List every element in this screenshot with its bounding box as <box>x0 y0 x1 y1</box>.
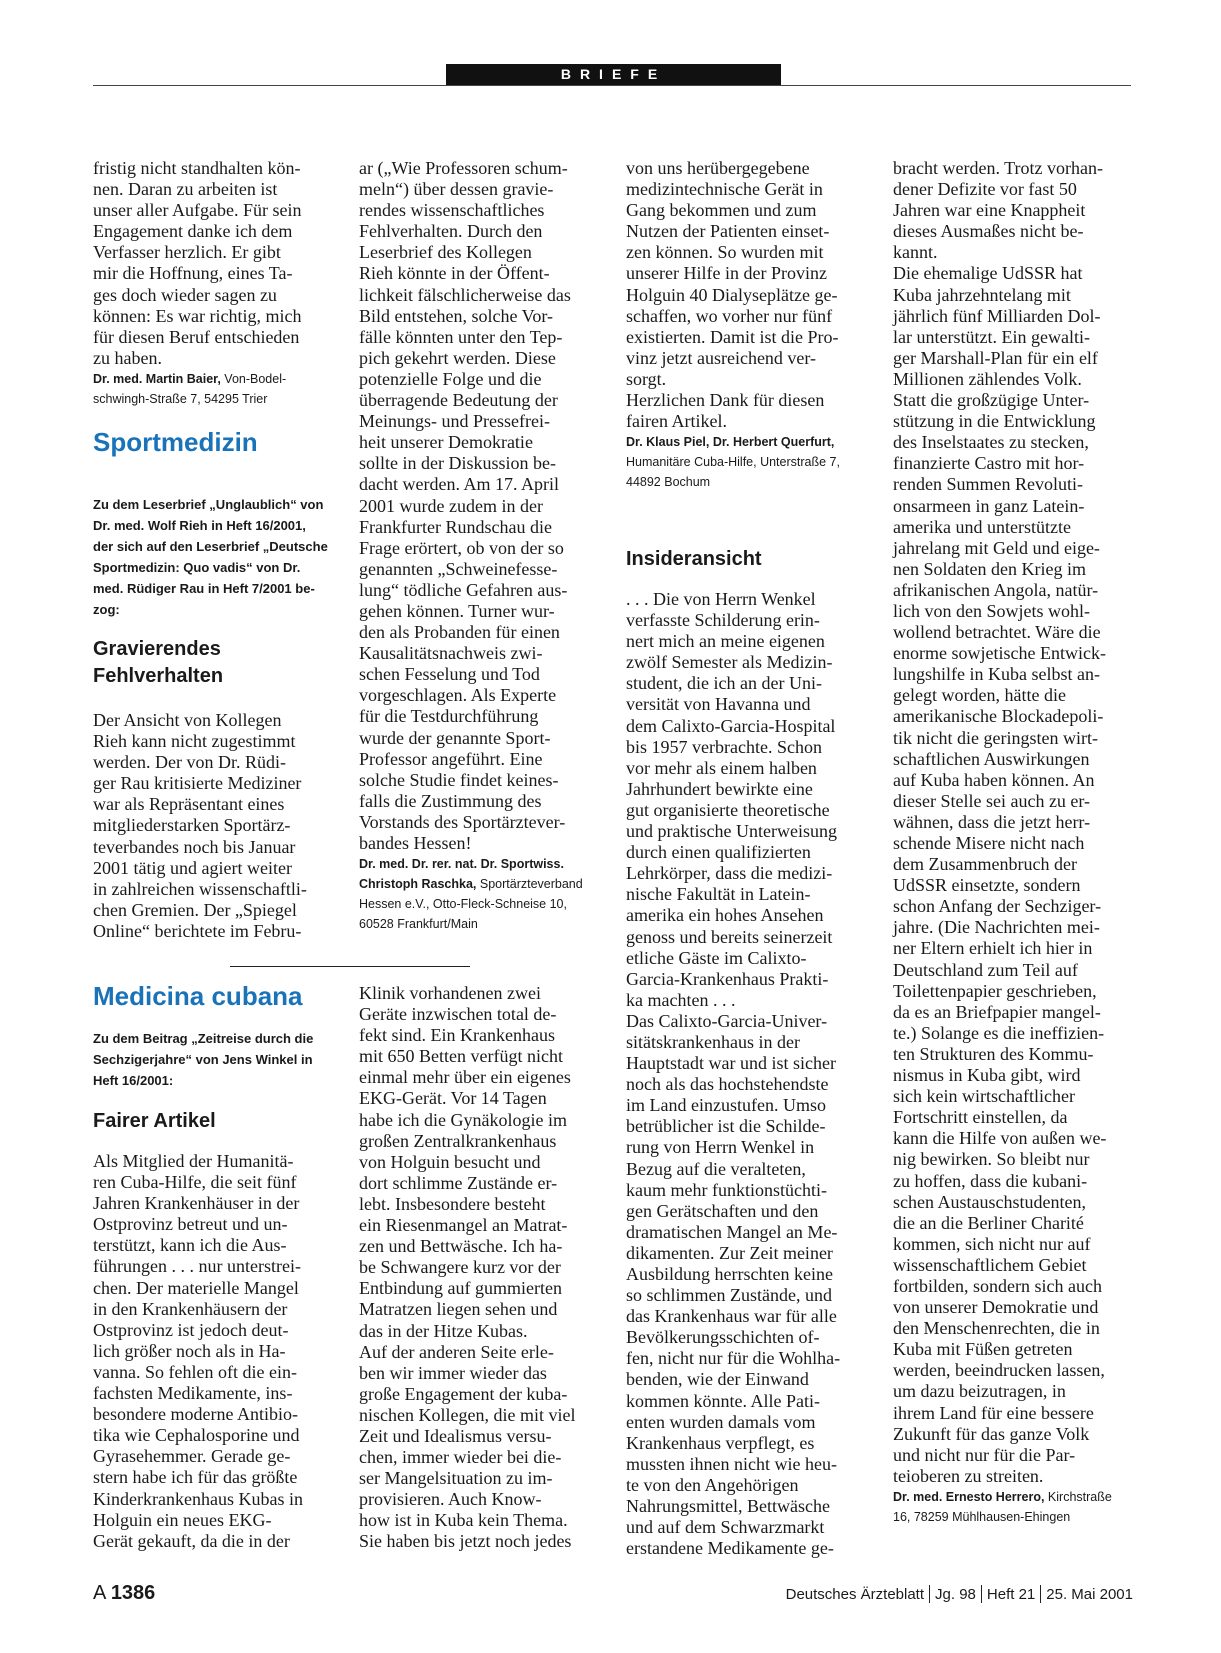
footer-separator <box>981 1585 982 1603</box>
page-number: 1386 <box>110 1582 156 1604</box>
letter-body: ar („Wie Professoren schum- meln“) über dessen gravie- rendes wissenschaftliches Fehlverhalten. Durch den Leserbrief des Kollegen Rieh könnte in der Öffent- lichkeit fälschlicherweise das Bild entstehen, solche Vor- fälle könnten unter den Tep- pich gekehrt werden. Diese potenzielle Folge und die überragende Bedeutung der Meinungs- und Pressefrei- heit unserer Demokratie sollte in der Diskussion be- dacht werden. Am 17. April 2001 wurde zudem in der Frankfurter Rundschau die Frage erörtert, ob von der so genannten „Schweinefesse- lung“ tödliche Gefahren aus- gehen können. Turner wur- den als Probanden für einen Kausalitätsnachweis zwi- schen Fesselung und Tod vorgeschlagen. Als Experte für die Testdurchführung wurde der genannte Sport- Professor angeführt. Eine solche Studie findet keines- falls die Zustimmung des Vorstands des Sportärztever- bandes Hessen! <box>359 158 571 853</box>
footer-info <box>786 1585 1133 1603</box>
insideransicht-body-col4 <box>893 158 1133 1527</box>
footer-separator <box>929 1585 930 1603</box>
insideransicht-subhead-block <box>626 546 866 572</box>
rubric-title: Sportmedizin <box>93 427 258 457</box>
signature-name: Dr. med. Martin Baier, <box>93 371 221 386</box>
signature-name: Dr. med. Dr. rer. nat. Dr. Sportwiss. <box>359 857 564 872</box>
signature-address-line: Hessen e.V., Otto-Fleck-Schneise 10, <box>359 897 567 912</box>
journal-issue: Heft 21 <box>986 1586 1036 1603</box>
folio-prefix: A <box>93 1582 106 1604</box>
section-divider <box>230 966 470 967</box>
signature-address-line: schwingh-Straße 7, 54295 Trier <box>93 391 268 406</box>
signature-address: Kirchstraße <box>1044 1489 1112 1504</box>
section-label: BRIEFE <box>446 64 781 85</box>
letter-signature <box>359 854 599 934</box>
letter-body: Der Ansicht von Kollegen Rieh kann nicht zugestimmt werden. Der von Dr. Rüdi- ger Rau kritisierte Mediziner war als Repräsentant eines mitgliederstarken Sportärz- teverbandes noch bis Januar 2001 tätig und agiert weiter in zahlreichen wissenschaftli- chen Gremien. Der „Spiegel Online“ berichtete im Febru- <box>93 710 307 941</box>
letter-body: Klinik vorhandenen zwei Geräte inzwischen total de- fekt sind. Ein Krankenhaus mit 650 Betten verfügt nicht einmal mehr über ein eigenes EKG-Gerät. Vor 14 Tagen habe ich die Gynäkologie im großen Zentralkrankenhaus von Holguin besucht und dort schlimme Zustände er- lebt. Insbesondere besteht ein Riesenmangel an Matrat- zen und Bettwäsche. Ich ha- be Schwangere kurz vor der Entbindung auf gummierten Matratzen liegen sehen und das in der Hitze Kubas. Auf der anderen Seite erle- ben wir immer wieder das große Engagement der kuba- nischen Kollegen, die mit viel Zeit und Idealismus versu- chen, immer wieder bei die- ser Mangelsituation zu im- provisieren. Auch Know- how ist in Kuba kein Thema. Sie haben bis jetzt noch jedes <box>359 983 576 1552</box>
letter-body-continued: von uns herübergegebene medizintechnische Gerät in Gang bekommen und zum Nutzen der Patienten einset- zen können. So wurden mit unserer Hilfe in der Provinz Holguin 40 Dialyseplätze ge- schaffen, wo vorher nur fünf existierten. Damit ist die Pro- vinz jetzt ausreichend ver- sorgt. Herzlichen Dank für diesen fairen Artikel. <box>626 158 839 432</box>
letter-headline: Insideransicht <box>626 548 762 570</box>
letter-intro: Zu dem Leserbrief „Unglaublich“ von Dr. med. Wolf Rieh in Heft 16/2001, der sich auf den Leserbrief „Deutsche Sportmedizin: Quo vadis“ von Dr. med. Rüdiger Rau in Heft 7/2001 be- zog: <box>93 497 328 617</box>
signature-name: Dr. med. Ernesto Herrero, <box>893 1489 1045 1504</box>
journal-date: 25. Mai 2001 <box>1046 1586 1133 1603</box>
letter-body: . . . Die von Herrn Wenkel verfasste Schilderung erin- nert mich an meine eigenen zwölf Semester als Medizin- student, die ich an der Uni- versität von Havanna und dem Calixto-Garcia-Hospital bis 1957 verbrachte. Schon vor mehr als einem halben Jahrhundert bewirkte eine gut organisierte theoretische und praktische Unterweisung durch einen qualifizierten Lehrkörper, dass die medizi- nische Fakultät in Latein- amerika ein hohes Ansehen genoss und bereits seinerzeit etliche Gäste im Calixto- Garcia-Krankenhaus Prakti- ka machten . . . Das Calixto-Garcia-Univer- sitätskrankenhaus in der Hauptstadt war und ist sicher noch als das hochstehendste im Land einzustufen. Umso betrüblicher ist die Schilde- rung von Herrn Wenkel in Bezug auf die veralteten, kaum mehr funktionstüchti- gen Gerätschaften und den dramatischen Mangel an Me- dikamenten. Zur Zeit meiner Ausbildung herrschten keine so schlimmen Zustände, und das Krankenhaus war für alle Bevölkerungsschichten of- fen, nicht nur für die Wohlha- benden, wie der Einwand kommen könnte. Alle Pati- enten wurden damals vom Krankenhaus verpflegt, es mussten ihnen nicht wie heu- te von den Angehörigen Nahrungsmittel, Bettwäsche und auf dem Schwarzmarkt erstandene Medikamente ge- <box>626 589 841 1559</box>
sportmedizin-intro-block <box>93 494 333 620</box>
medicina-body-col2 <box>359 983 599 1553</box>
signature-address-line: 60528 Frankfurt/Main <box>359 917 478 932</box>
medicina-subhead-block <box>93 1108 333 1134</box>
column-3-top <box>626 158 866 492</box>
medicina-intro-block <box>93 1028 333 1091</box>
letter-signature <box>626 432 866 492</box>
signature-name-line: Christoph Raschka, <box>359 877 477 892</box>
page-folio <box>93 1582 155 1605</box>
insideransicht-body-col3 <box>626 589 866 1559</box>
rubric-title: Medicina cubana <box>93 981 303 1011</box>
signature-address-line: 16, 78259 Mühlhausen-Ehingen <box>893 1509 1071 1524</box>
letter-intro: Zu dem Beitrag „Zeitreise durch die Sechzigerjahre“ von Jens Winkel in Heft 16/2001: <box>93 1031 314 1088</box>
signature-address-line: 44892 Bochum <box>626 475 711 490</box>
letter-body: Als Mitglied der Humanitä- ren Cuba-Hilfe, die seit fünf Jahren Krankenhäuser in der Ostprovinz betreut und un- terstützt, kann ich die Aus- führungen . . . nur unterstrei- chen. Der materielle Mangel in den Krankenhäusern der Ostprovinz ist jedoch deut- lich größer noch als in Ha- vanna. So fehlen oft die ein- fachsten Medikamente, ins- besondere moderne Antibio- tika wie Cephalosporine und Gyrasehemmer. Gerade ge- stern habe ich für das größte Kinderkrankenhaus Kubas in Holguin ein neues EKG- Gerät gekauft, da die in der <box>93 1151 303 1551</box>
signature-address: Sportärzteverband <box>476 877 583 892</box>
sportmedizin-section <box>93 426 333 458</box>
header-rule <box>93 85 1131 86</box>
sportmedizin-headline-block <box>93 636 333 690</box>
letter-signature <box>893 1487 1133 1527</box>
sportmedizin-body-col2 <box>359 158 599 934</box>
letter-headline: Gravierendes Fehlverhalten <box>93 638 224 687</box>
sportmedizin-body-col1 <box>93 710 333 942</box>
letter-headline: Fairer Artikel <box>93 1110 216 1132</box>
signature-address: Humanitäre Cuba-Hilfe, Unterstraße 7, <box>626 455 840 470</box>
signature-address: Von-Bodel- <box>220 371 287 386</box>
medicina-body-col1 <box>93 1151 333 1552</box>
letter-signature <box>93 369 333 409</box>
letter-body-continued: fristig nicht standhalten kön- nen. Daran zu arbeiten ist unser aller Aufgabe. Für sein Engagement danke ich dem Verfasser herzlich. Er gibt mir die Hoffnung, eines Ta- ges doch wieder sagen zu können: Es war richtig, mich für diesen Beruf entschieden zu haben. <box>93 158 302 368</box>
column-1-top <box>93 158 333 409</box>
medicina-section <box>93 980 333 1012</box>
journal-name: Deutsches Ärzteblatt <box>785 1586 925 1603</box>
journal-volume: Jg. 98 <box>935 1586 976 1603</box>
letter-body: bracht werden. Trotz vorhan- dener Defizite vor fast 50 Jahren war eine Knappheit dieses Ausmaßes nicht be- kannt. Die ehemalige UdSSR hat Kuba jahrzehntelang mit jährlich fünf Milliarden Dol- lar unterstützt. Ein gewalti- ger Marshall-Plan für ein elf Millionen zählendes Volk. Statt die großzügige Unter- stützung in die Entwicklung des Inselstaates zu stecken, finanzierte Castro mit hor- renden Summen Revoluti- onsarmeen in ganz Latein- amerika und unterstützte jahrelang mit Geld und eige- nen Soldaten den Krieg im afrikanischen Angola, natür- lich von den Sowjets wohl- wollend betrachtet. Wäre die enorme sowjetische Entwick- lungshilfe in Kuba selbst an- gelegt worden, hätte die amerikanische Blockadepoli- tik nicht die geringsten wirt- schaftlichen Auswirkungen auf Kuba haben können. An dieser Stelle sei auch zu er- wähnen, dass die jetzt herr- schende Misere nicht nach dem Zusammenbruch der UdSSR einsetzte, sondern schon Anfang der Sechziger- jahre. (Die Nachrichten mei- ner Eltern erhielt ich hier in Deutschland zum Teil auf Toilettenpapier geschrieben, da es an Briefpapier mangel- te.) Solange es die ineffizien- ten Strukturen des Kommu- nismus in Kuba gibt, wird sich kein wirtschaftlicher Fortschritt einstellen, da kann die Hilfe von außen we- nig bewirken. So bleibt nur zu hoffen, dass die kubani- schen Austauschstudenten, die an die Berliner Charité kommen, sich nicht nur auf wissenschaftlichem Gebiet fortbilden, sondern sich auch von unserer Demokratie und den Menschenrechten, die in Kuba mit Füßen getreten werden, beeindrucken lassen, um dazu beizutragen, in ihrem Land für eine bessere Zukunft für das ganze Volk und nicht nur für die Par- teioberen zu streiten. <box>893 158 1107 1486</box>
signature-name: Dr. Klaus Piel, Dr. Herbert Querfurt, <box>626 435 835 450</box>
footer-separator <box>1040 1585 1041 1603</box>
